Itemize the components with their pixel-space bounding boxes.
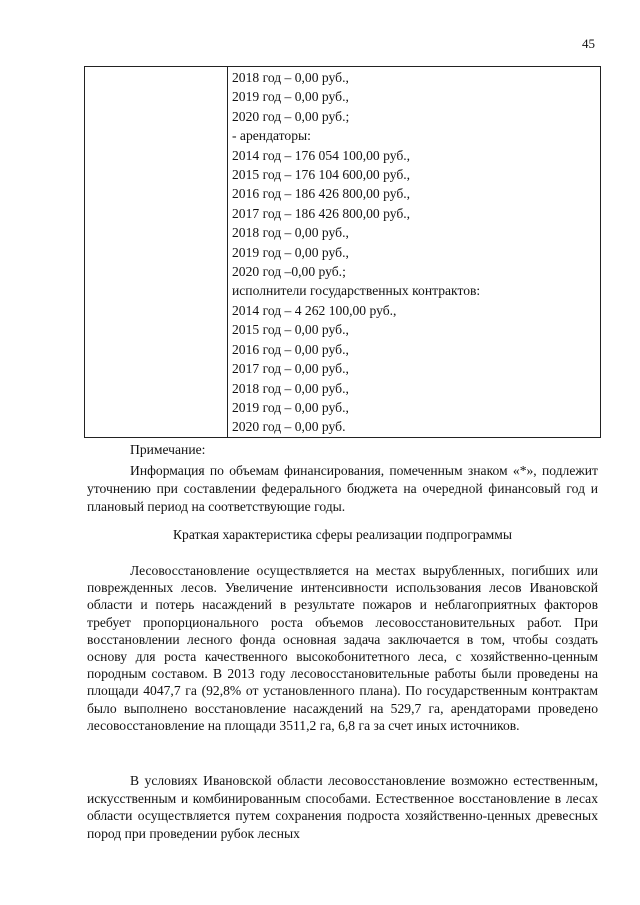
financing-cell [232, 68, 596, 437]
table-line: 2015 год – 176 104 600,00 руб., [232, 167, 411, 183]
table-line: 2018 год – 0,00 руб., [232, 380, 349, 396]
table-line: 2014 год – 176 054 100,00 руб., [232, 147, 411, 163]
table-line: 2019 год – 0,00 руб., [232, 244, 349, 260]
table-line: 2014 год – 4 262 100,00 руб., [232, 302, 397, 318]
table-line: 2020 год –0,00 руб.; [232, 264, 346, 280]
table-line: - арендаторы: [232, 128, 311, 144]
table-line: 2018 год – 0,00 руб., [232, 70, 349, 85]
table-line: 2020 год – 0,00 руб. [232, 419, 346, 435]
table-line: 2015 год – 0,00 руб., [232, 322, 349, 338]
table-line: 2017 год – 0,00 руб., [232, 361, 349, 377]
page-number: 45 [582, 36, 595, 51]
financing-table [84, 66, 601, 438]
note-text: Информация по объемам финансирования, помеченным знаком «*», подлежит уточнению при составлении федерального бюджета на очередной финансовый год и плановый период на соответствующие годы. [87, 463, 598, 514]
paragraph-1: Лесовосстановление осуществляется на местах вырубленных, погибших или поврежденных лесов. Увеличение интенсивности использования лесов Ивановской области и потерь насаждений в результате пожаров и неблагоприятных факторов требует пропорционального роста объемов лесовосстановительных работ. При восстановлении лесного фонда основная задача заключается в том, чтобы создать основу для роста качественного высокобонитетного леса, с хозяйственно-ценным породным составом. В 2013 году лесовосстановительные работы были проведены на площади 4047,7 га (92,8% от установленного плана). По государственным контрактам было выполнено восстановление насаждений на 529,7 га, арендаторами проведено лесовосстановление на площади 3511,2 га, 6,8 га за счет иных источников. [87, 563, 598, 733]
table-line: 2019 год – 0,00 руб., [232, 399, 349, 415]
note-label: Примечание: [130, 442, 206, 457]
table-line: 2020 год – 0,00 руб.; [232, 108, 350, 124]
table-column-divider [227, 67, 228, 437]
table-line: 2018 год – 0,00 руб., [232, 225, 349, 241]
paragraph-2: В условиях Ивановской области лесовосстановление возможно естественным, искусственным и комбинированным способами. Естественное восстановление в лесах области осуществляется путем сохранения подроста хозяйственно-ценных древесных пород при проведении рубок лесных [87, 773, 598, 841]
table-line: 2016 год – 186 426 800,00 руб., [232, 186, 411, 202]
section-heading: Краткая характеристика сферы реализации подпрограммы [172, 527, 512, 542]
table-line: 2016 год – 0,00 руб., [232, 341, 349, 357]
table-line: исполнители государственных контрактов: [232, 283, 481, 299]
table-line: 2017 год – 186 426 800,00 руб., [232, 205, 411, 221]
table-line: 2019 год – 0,00 руб., [232, 89, 349, 105]
